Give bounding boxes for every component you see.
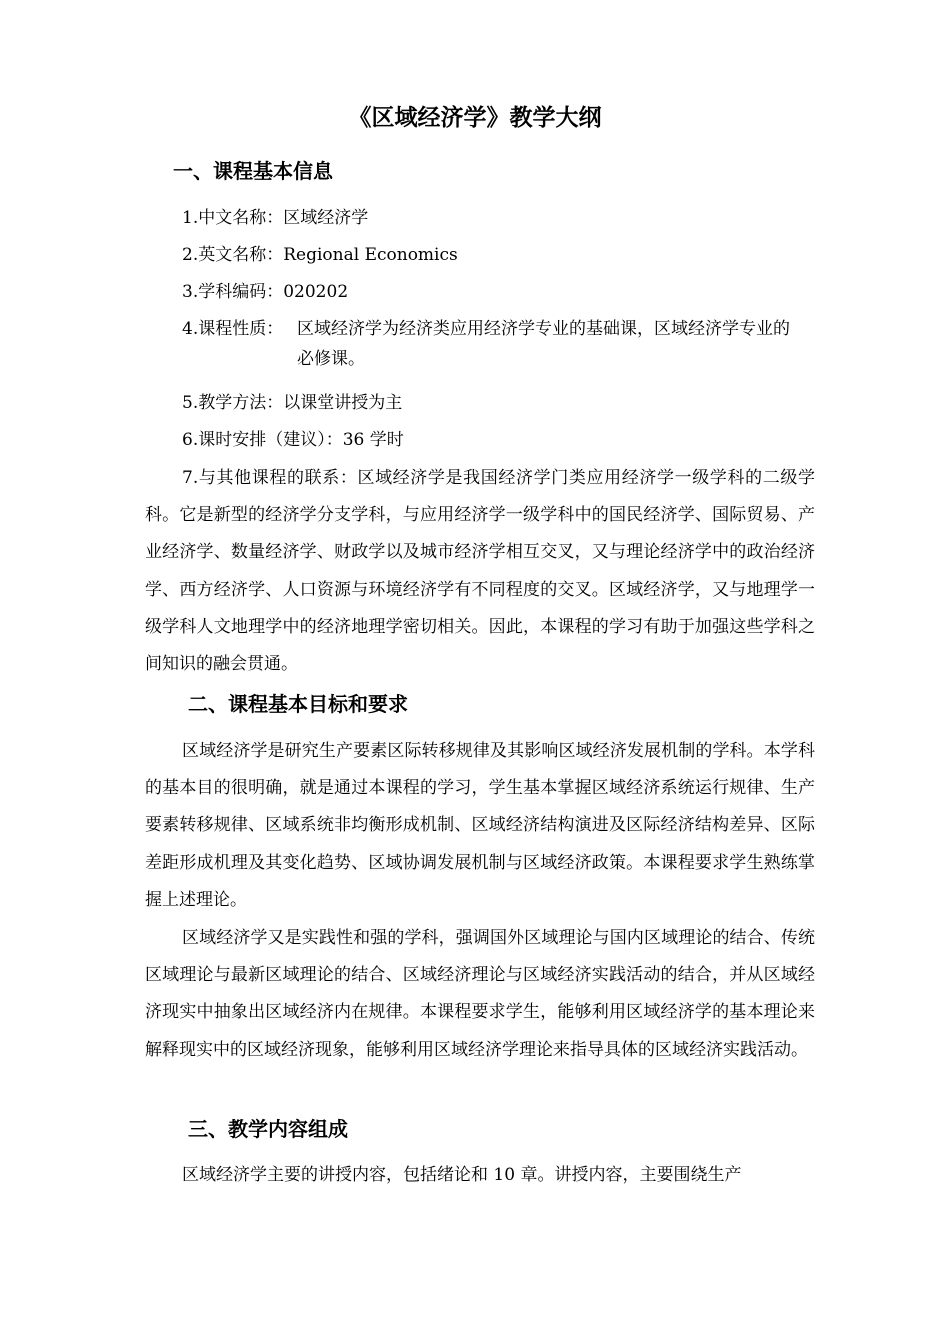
info-item-teaching-method bbox=[182, 389, 402, 417]
content-paragraph-1: 区域经济学主要的讲授内容，包括绪论和 10 章。讲授内容，主要围绕生产 bbox=[182, 1165, 742, 1185]
info-value: 以课堂讲授为主 bbox=[283, 393, 403, 413]
section-heading-basic-info: 一、课程基本信息 bbox=[173, 159, 333, 183]
info-item-class-hours bbox=[182, 426, 404, 454]
info-label: 5.教学方法： bbox=[182, 393, 284, 413]
section-heading-content: 三、教学内容组成 bbox=[188, 1117, 348, 1141]
info-item-course-relations: 7.与其他课程的联系：区域经济学是我国经济学门类应用经济学一级学科的二级学科。它是新型的经济学分支学科，与应用经济学一级学科中的国民经济学、国际贸易、产业经济学、数量经济学、财政学以及城市经济学相互交叉，又与理论经济学中的政治经济学、西方经济学、人口资源与环境经济学有不同程度的交叉。区域经济学，又与地理学一级学科人文地理学中的经济地理学密切相关。因此，本课程的学习有助于加强这些学科之间知识的融会贯通。 bbox=[145, 468, 815, 675]
objectives-paragraph-2: 区域经济学又是实践性和强的学科，强调国外区域理论与国内区域理论的结合、传统区域理论与最新区域理论的结合、区域经济理论与区域经济实践活动的结合，并从区域经济现实中抽象出区域经济内在规律。本课程要求学生，能够利用区域经济学的基本理论来解释现实中的区域经济现象，能够利用区域经济学理论来指导具体的区域经济实践活动。 bbox=[145, 928, 815, 1060]
info-label: 2.英文名称： bbox=[182, 245, 284, 265]
info-label: 1.中文名称： bbox=[182, 208, 284, 228]
info-value: 020202 bbox=[283, 282, 349, 302]
info-value: Regional Economics bbox=[283, 245, 458, 265]
info-value: 区域经济学 bbox=[283, 208, 369, 228]
info-value: 36 学时 bbox=[342, 430, 404, 450]
info-item-course-nature bbox=[182, 314, 812, 374]
section-heading-objectives: 二、课程基本目标和要求 bbox=[188, 692, 408, 716]
info-label: 4.课程性质： bbox=[182, 319, 284, 339]
info-item-chinese-name bbox=[182, 204, 368, 232]
info-label: 3.学科编码： bbox=[182, 282, 284, 302]
info-item-subject-code bbox=[182, 278, 348, 306]
info-item-english-name bbox=[182, 241, 458, 269]
document-title: 《区域经济学》教学大纲 bbox=[348, 105, 602, 131]
objectives-paragraph-1: 区域经济学是研究生产要素区际转移规律及其影响区域经济发展机制的学科。本学科的基本目的很明确，就是通过本课程的学习，学生基本掌握区域经济系统运行规律、生产要素转移规律、区域系统非均衡形成机制、区域经济结构演进及区际经济结构差异、区际差距形成机理及其变化趋势、区域协调发展机制与区域经济政策。本课程要求学生熟练掌握上述理论。 bbox=[145, 741, 815, 910]
info-value: 区域经济学为经济类应用经济学专业的基础课，区域经济学专业的必修课。 bbox=[297, 319, 790, 369]
info-label: 6.课时安排（建议）： bbox=[182, 430, 343, 450]
